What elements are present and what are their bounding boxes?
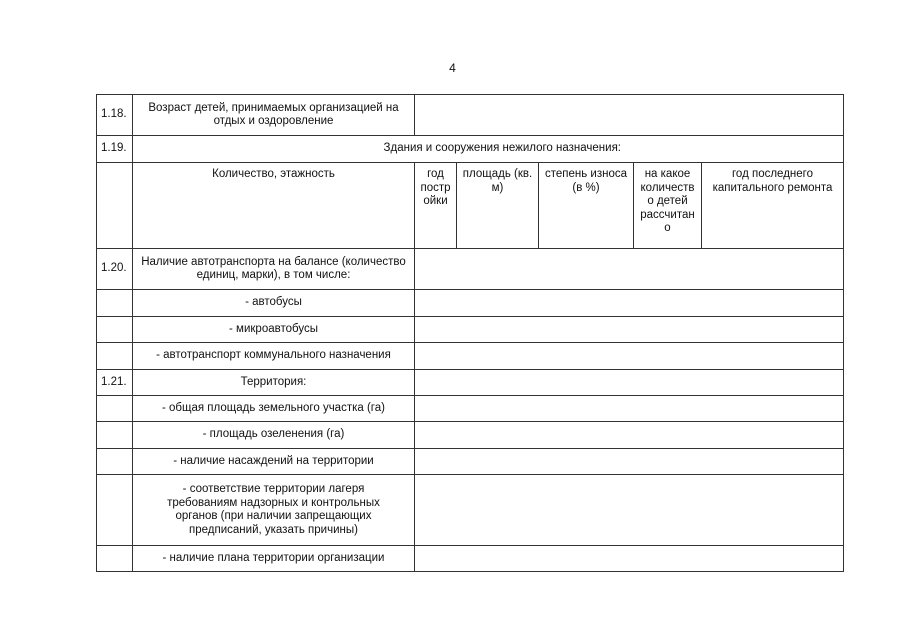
empty-number-cell	[97, 546, 133, 572]
row-1-21	[97, 370, 844, 396]
header-wear: степень износа (в %)	[539, 163, 634, 249]
header-capacity: на какое количеств о детей рассчитан о	[634, 163, 702, 249]
row-label: Территория:	[133, 370, 415, 396]
answer-cell[interactable]	[415, 370, 844, 396]
row-label: - общая площадь земельного участка (га)	[133, 396, 415, 422]
empty-number-cell	[97, 290, 133, 317]
answer-cell[interactable]	[415, 249, 844, 290]
row-number: 1.20.	[97, 249, 133, 290]
empty-number-cell	[97, 163, 133, 249]
answer-cell[interactable]	[415, 317, 844, 343]
empty-number-cell	[97, 422, 133, 449]
row-label: - наличие насаждений на территории	[133, 449, 415, 475]
header-year-built: год постр ойки	[415, 163, 457, 249]
row-vehicle-communal	[97, 343, 844, 370]
header-area: площадь (кв. м)	[457, 163, 539, 249]
row-1-20	[97, 249, 844, 290]
row-territory-compliance	[97, 475, 844, 546]
empty-number-cell	[97, 343, 133, 370]
empty-number-cell	[97, 396, 133, 422]
row-territory-plantings	[97, 449, 844, 475]
row-label: - площадь озеленения (га)	[133, 422, 415, 449]
answer-cell[interactable]	[415, 449, 844, 475]
buildings-header-row	[97, 163, 844, 249]
row-number: 1.21.	[97, 370, 133, 396]
row-vehicle-buses	[97, 290, 844, 317]
answer-cell[interactable]	[415, 546, 844, 572]
row-territory-area	[97, 396, 844, 422]
row-label: - автотранспорт коммунального назначения	[133, 343, 415, 370]
answer-cell[interactable]	[415, 95, 844, 136]
row-label: Здания и сооружения нежилого назначения:	[133, 136, 844, 163]
row-label: - наличие плана территории организации	[133, 546, 415, 572]
header-quantity: Количество, этажность	[133, 163, 415, 249]
row-territory-plan	[97, 546, 844, 572]
answer-cell[interactable]	[415, 396, 844, 422]
row-label: - микроавтобусы	[133, 317, 415, 343]
page-number: 4	[449, 61, 456, 75]
row-label: Возраст детей, принимаемых организацией на отдых и оздоровление	[133, 95, 415, 136]
row-label: - соответствие территории лагеря требованиям надзорных и контрольных органов (при наличии запрещающих предписаний, указать причины)	[133, 475, 415, 546]
row-vehicle-minibuses	[97, 317, 844, 343]
row-1-18	[97, 95, 844, 136]
header-last-repair: год последнего капитального ремонта	[702, 163, 844, 249]
row-number: 1.18.	[97, 95, 133, 136]
row-label: - автобусы	[133, 290, 415, 317]
row-label: Наличие автотранспорта на балансе (количество единиц, марки), в том числе:	[133, 249, 415, 290]
empty-number-cell	[97, 475, 133, 546]
answer-cell[interactable]	[415, 422, 844, 449]
answer-cell[interactable]	[415, 290, 844, 317]
answer-cell[interactable]	[415, 475, 844, 546]
empty-number-cell	[97, 317, 133, 343]
empty-number-cell	[97, 449, 133, 475]
row-territory-greenery	[97, 422, 844, 449]
row-1-19	[97, 136, 844, 163]
form-table	[96, 94, 844, 572]
row-number: 1.19.	[97, 136, 133, 163]
answer-cell[interactable]	[415, 343, 844, 370]
